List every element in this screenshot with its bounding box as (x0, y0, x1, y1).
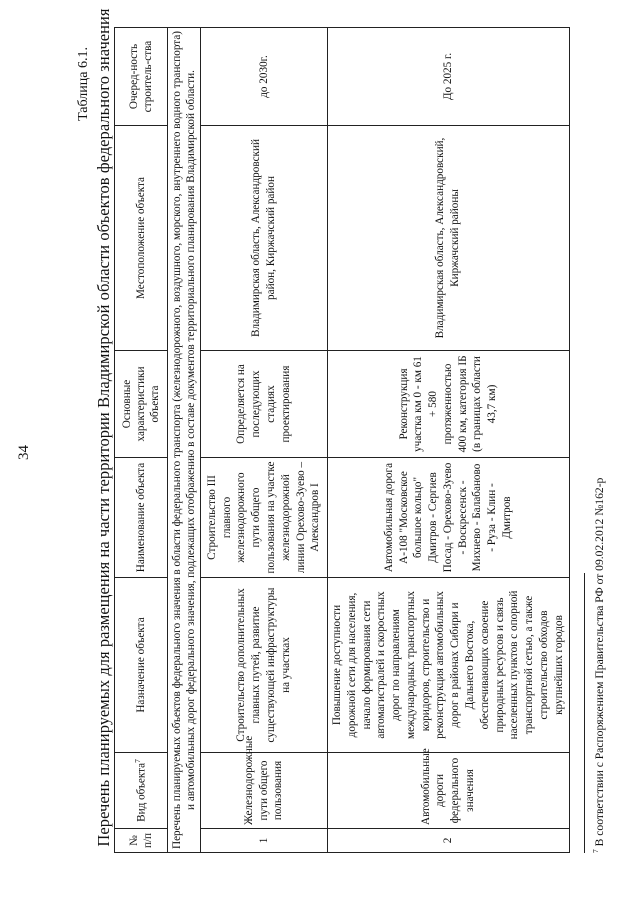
row-characteristics: Определяется на последующих стадиях проектирования (201, 351, 328, 458)
page-number: 34 (16, 445, 32, 460)
row-type: Автомобильные дороги федерального значения (328, 753, 570, 829)
preamble-row (168, 28, 201, 853)
row-purpose: Повышение доступности дорожной сети для населения, начало формирования сети автомагистралей и скоростных дорог по направлениям международных транспортных коридоров, строительство и реконструкция автомобильных дорог в районах Сибири и Дальнего Востока, обеспечивающих освоение природных ресурсов и связь населенных пунктов с опорной транспортной сетью, а также строительство обходов крупнейших городов (328, 578, 570, 753)
row-characteristics: Реконструкция участка км 0 - км 61 + 580 протяженностью 400 км, категория IБ (в границах области 43,7 км) (328, 351, 570, 458)
row-priority: до 2030г. (201, 28, 328, 126)
table-header-row (115, 28, 168, 853)
row-name: Автомобильная дорога А-108 "Московское большое кольцо" Дмитров - Сергиев Посад - Орехово-Зуево - Воскресенск - Михнево - Балабаново - Руза - Клин - Дмитров (328, 458, 570, 578)
row-type: Железнодорожные пути общего пользования (201, 753, 328, 829)
footnote-ref: 7 (133, 759, 143, 763)
row-location: Владимирская область, Александровский район, Киржачский район (201, 126, 328, 351)
col-header-name: Наименование объекта (115, 458, 168, 578)
footnote-marker: 7 (591, 849, 600, 853)
row-location: Владимирская область, Александровский, Киржачский районы (328, 126, 570, 351)
col-header-type-text: Вид объекта (135, 762, 148, 822)
row-num: 1 (201, 829, 328, 853)
footnote (591, 478, 606, 853)
row-purpose: Строительство дополнительных главных путей, развитие существующей инфраструктуры на участках (201, 578, 328, 753)
table-row (328, 28, 570, 853)
col-header-location: Местоположение объекта (115, 126, 168, 351)
col-header-num: № п/п (115, 829, 168, 853)
row-priority: До 2025 г. (328, 28, 570, 126)
col-header-purpose: Назначение объекта (115, 578, 168, 753)
table-row (201, 28, 328, 853)
footnote-divider (584, 573, 585, 853)
preamble-text: Перечень планируемых объектов федерального значения в области федерального транспорта (железнодорожного, воздушного, морского, внутреннего водного транспорта) и автомобильных дорог федерального значения, подлежащих отображению в составе документов территориального планирования Владимирской области. (168, 28, 201, 853)
footnote-text: В соответствии с Распоряжением Правительства РФ от 09.02.2012 №162-р (592, 477, 606, 847)
col-header-characteristics: Основные характеристики объекта (115, 351, 168, 458)
page-title: Перечень планируемых для размещения на части территории Владимирской области объектов федерального значения (94, 8, 113, 847)
col-header-priority: Очеред-ность строитель-ства (115, 28, 168, 126)
table-label: Таблица 6.1. (76, 47, 91, 121)
col-header-type (115, 753, 168, 829)
row-name: Строительство III главного железнодорожного пути общего пользования на участке железнодорожной линии Орехово-Зуево – Александров I (201, 458, 328, 578)
objects-table (114, 27, 570, 853)
row-num: 2 (328, 829, 570, 853)
